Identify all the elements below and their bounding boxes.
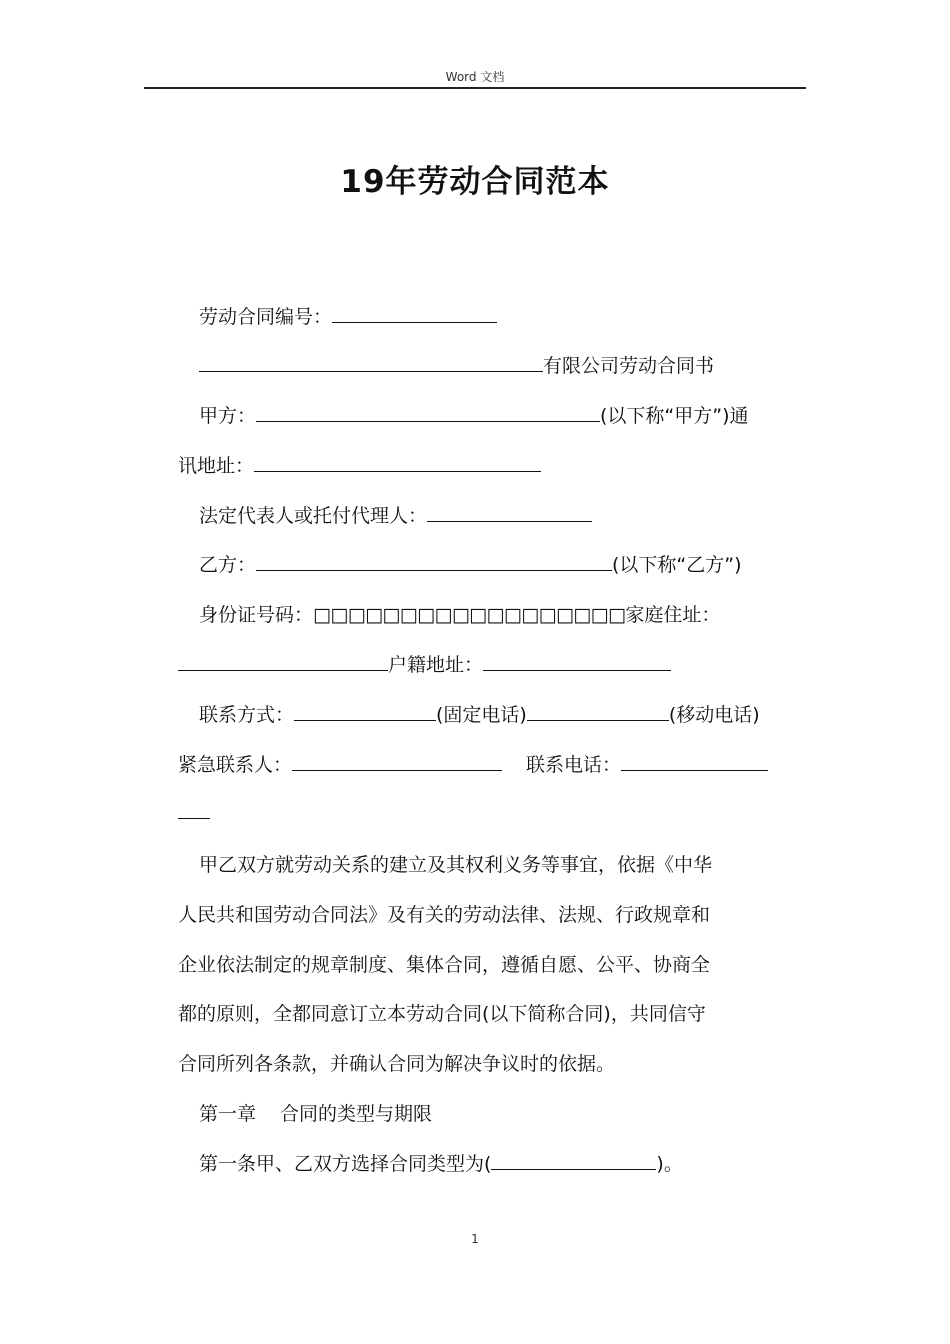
legal-rep-label: 法定代表人或托付代理人： [199,505,428,527]
id-number-boxes[interactable]: □□□□□□□□□□□□□□□□□□ [313,604,626,626]
registered-address-line [178,652,808,678]
chapter-heading [178,1101,829,1127]
article-1-text: 第一条甲、乙双方选择合同类型为( [199,1153,492,1175]
contact-label: 联系方式： [199,704,295,726]
party-b-blank[interactable] [256,552,612,571]
paragraph-line-2: 人民共和国劳动合同法》及有关的劳动法律、法规、行政规章和 [178,904,711,926]
company-line [178,353,829,379]
page-header: Word 文档 [445,70,505,84]
id-number-label: 身份证号码： [199,604,314,626]
chapter-title: 合同的类型与期限 [280,1103,433,1125]
landline-blank[interactable] [294,702,436,721]
address-label: 讯地址： [178,455,255,477]
contract-number-line [178,304,829,330]
company-suffix: 有限公司劳动合同书 [543,355,715,377]
registered-address-label: 户籍地址： [388,654,484,676]
home-address-label: 家庭住址： [625,604,721,626]
address-blank[interactable] [254,453,541,472]
emergency-line [178,752,808,778]
party-b-suffix: (以下称“乙方”) [612,554,742,576]
emergency-contact-label: 紧急联系人： [178,754,293,776]
paragraph-line-5: 合同所列各条款，并确认合同为解决争议时的依据。 [178,1053,616,1075]
mobile-blank[interactable] [527,702,669,721]
emergency-phone-label: 联系电话： [526,754,622,776]
party-b-line [178,552,829,578]
home-address-blank[interactable] [178,652,388,671]
header-divider [144,87,806,89]
article-1-line [178,1151,829,1177]
contract-number-blank[interactable] [332,304,497,323]
party-b-label: 乙方： [199,554,257,576]
registered-address-blank[interactable] [483,652,671,671]
document-title: 19年劳动合同范本 [340,164,610,200]
address-line [178,453,808,479]
party-a-blank[interactable] [256,403,600,422]
landline-label: (固定电话) [436,704,527,726]
company-name-blank[interactable] [199,353,543,372]
contract-number-label: 劳动合同编号： [199,306,333,328]
emergency-phone-blank[interactable] [621,752,768,771]
paragraph-line-4: 都的原则，全都同意订立本劳动合同(以下简称合同)，共同信守 [178,1003,706,1025]
paragraph-line-3: 企业依法制定的规章制度、集体合同，遵循自愿、公平、协商全 [178,954,711,976]
mobile-label: (移动电话) [668,704,760,726]
party-a-label: 甲方： [199,405,257,427]
party-a-suffix: (以下称“甲方”)通 [600,405,749,427]
contract-type-blank[interactable] [491,1151,656,1170]
emergency-phone-blank-cont[interactable] [178,800,210,819]
legal-rep-line [178,503,829,529]
id-number-line [178,602,829,628]
emergency-phone-continuation [178,800,808,826]
paragraph-line-1: 甲乙双方就劳动关系的建立及其权利义务等事宜，依据《中华 [199,854,713,876]
legal-rep-blank[interactable] [427,503,592,522]
emergency-contact-blank[interactable] [292,752,502,771]
article-1-suffix: )。 [656,1153,683,1175]
page-number: 1 [471,1232,479,1246]
chapter-number: 第一章 [199,1103,257,1125]
contact-line [178,702,829,728]
party-a-line [178,403,829,429]
